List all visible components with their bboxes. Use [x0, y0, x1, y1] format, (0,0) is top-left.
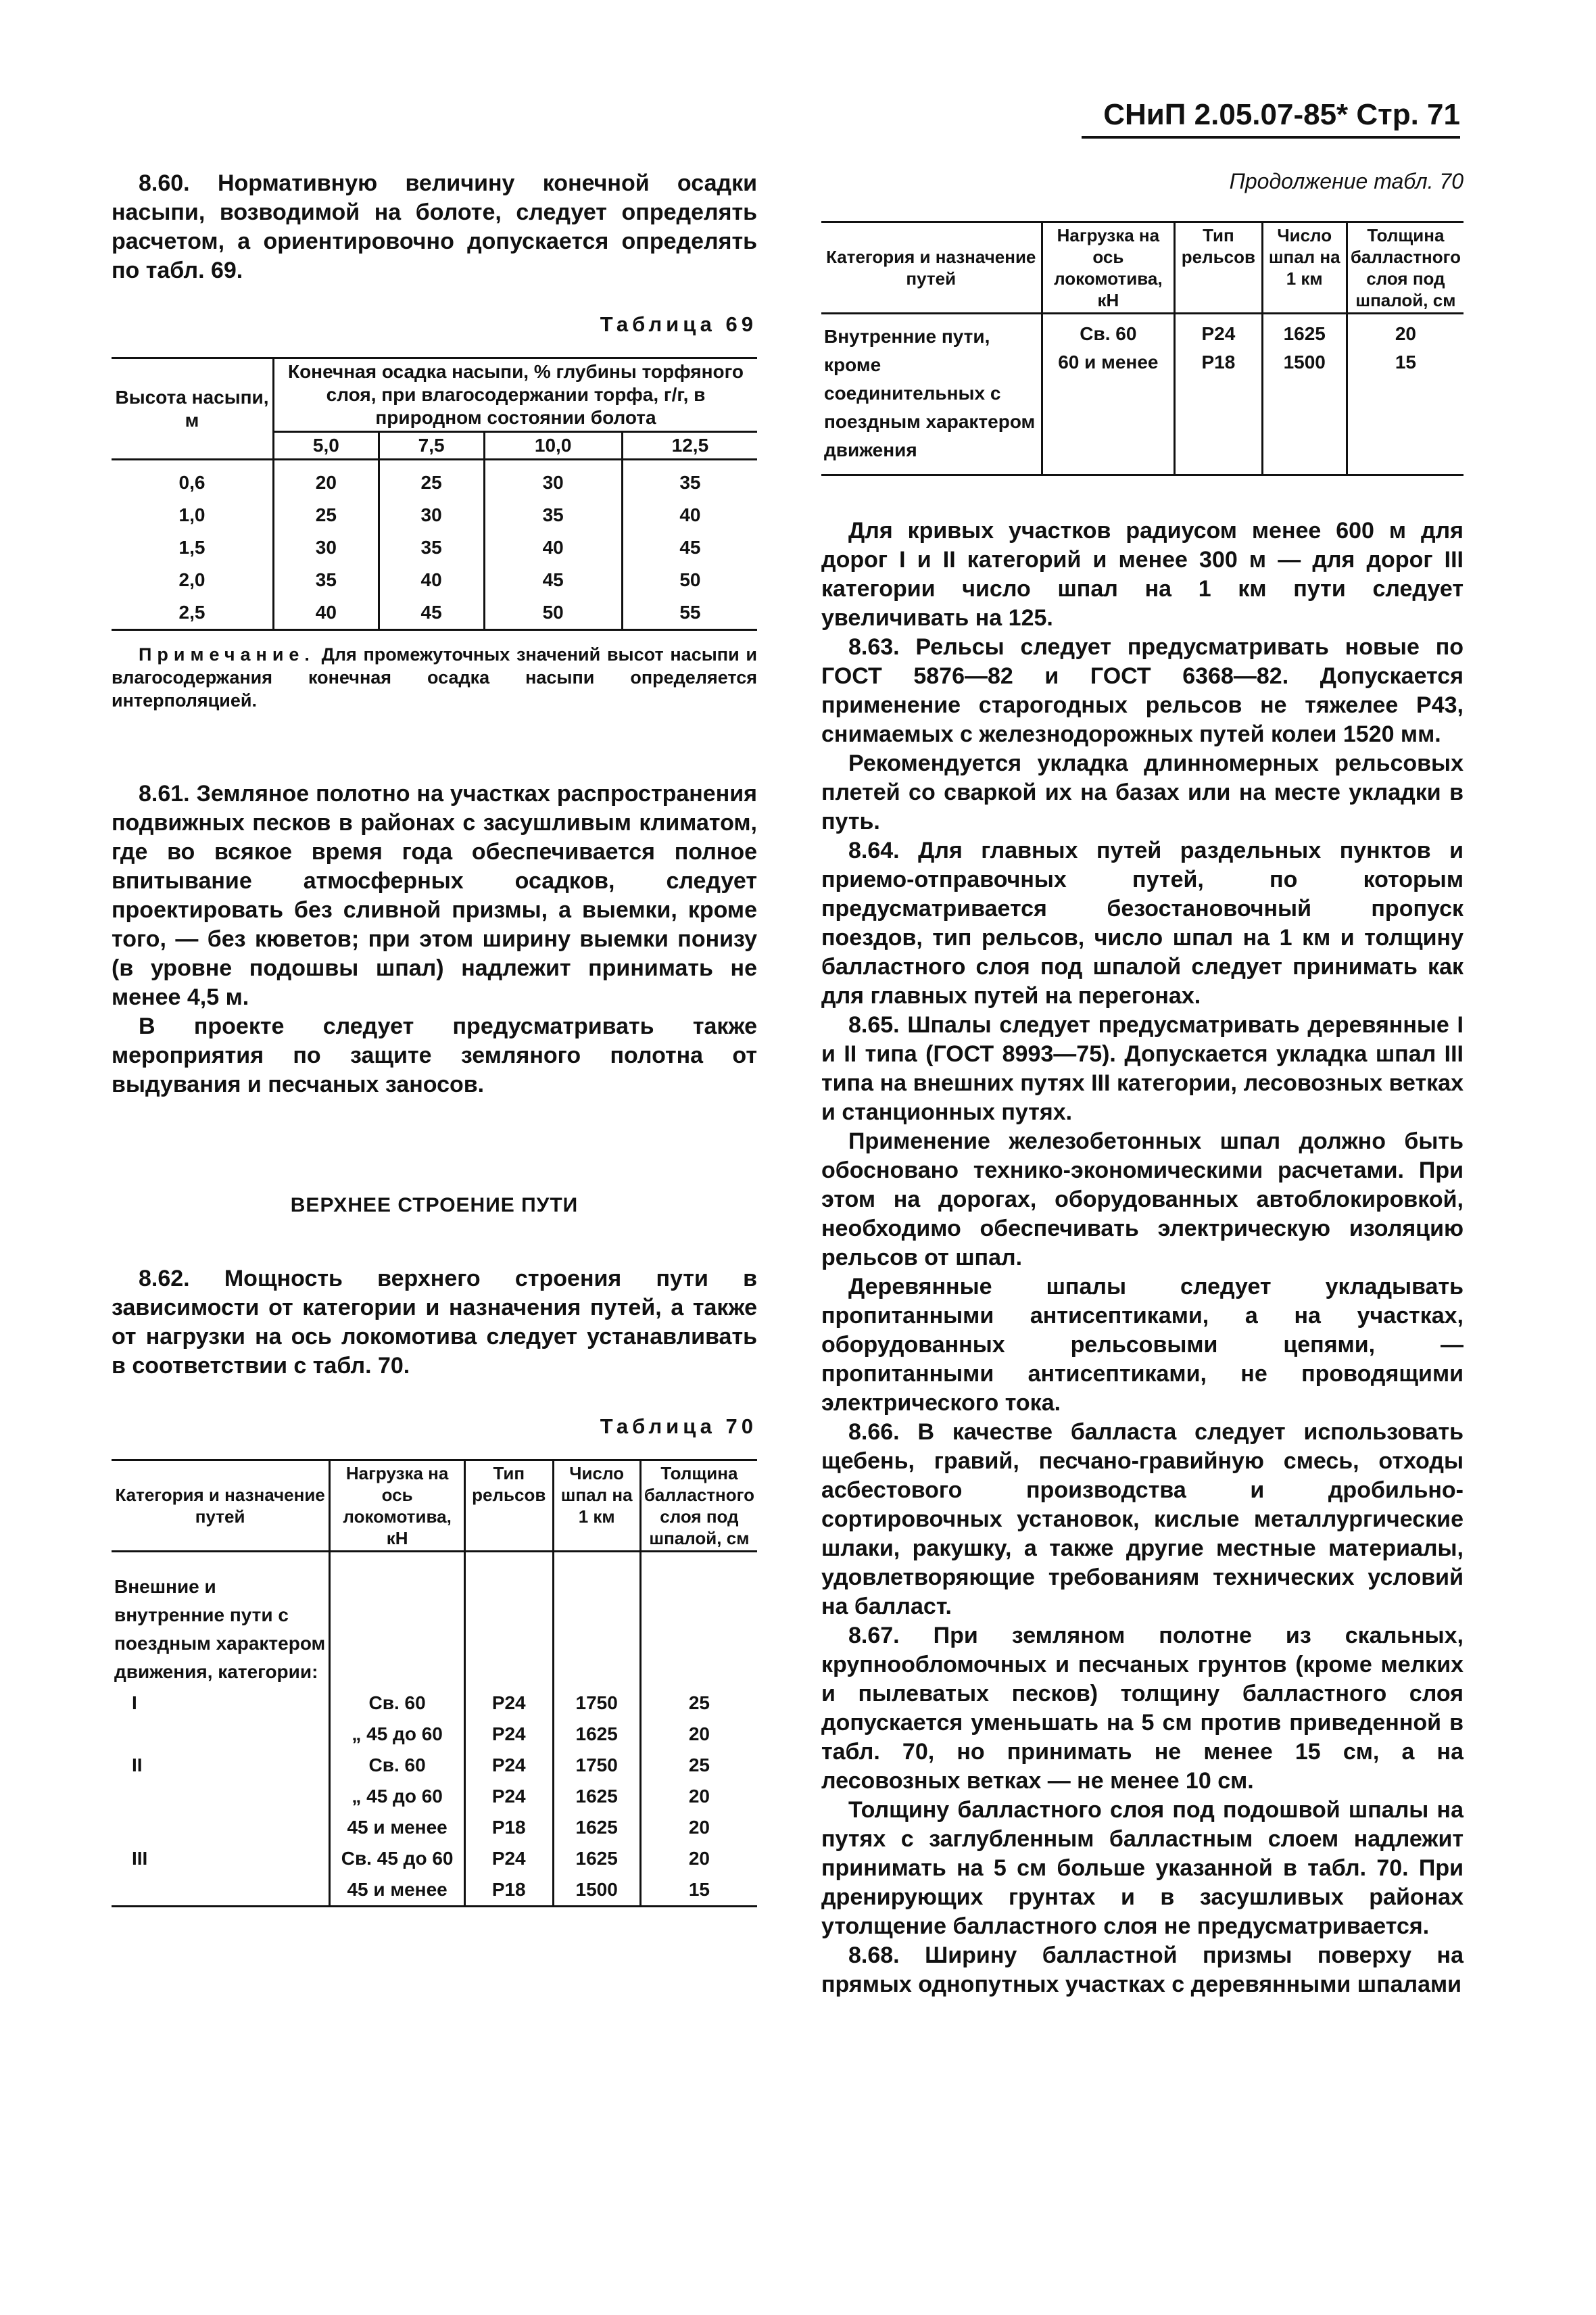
- table-cell: 20: [640, 1843, 757, 1874]
- table-cell: 1750: [553, 1750, 640, 1781]
- table-cell: 20: [640, 1812, 757, 1843]
- table-cell: 1625: [553, 1781, 640, 1812]
- paragraph-8-67-cont: Толщину балластного слоя под подошвой шпалы на путях с заглубленным балластным слоем надлежит принимать на 5 см больше указанной в табл. 70. При дренирующих грунтах и в засушливых районах утолщение балластного слоя не предусматривается.: [821, 1797, 1464, 1939]
- table-70-header: Число шпал на 1 км: [1262, 222, 1347, 314]
- clause-number: 8.64.: [848, 838, 900, 863]
- table-cell: 40: [484, 531, 622, 564]
- paragraph-8-63: [821, 633, 1464, 749]
- table-cell: Р24: [464, 1781, 553, 1812]
- table-cell: Р18: [464, 1812, 553, 1843]
- paragraph-8-65-cont: Применение железобетонных шпал должно быть обосновано технико-экономическими расчетами. При этом на дорогах, оборудованных автоблокировкой, необходимо обеспечивать электрическую изоляцию рельсов от шпал.: [821, 1128, 1464, 1270]
- sleepers-count: 1625: [1283, 323, 1326, 344]
- clause-number: 8.62.: [139, 1265, 190, 1291]
- table-cell: 1750: [553, 1688, 640, 1719]
- paragraph-8-66: [821, 1418, 1464, 1621]
- clause-number: 8.68.: [848, 1942, 900, 1968]
- table-cell: 20: [274, 467, 379, 499]
- rail-type: Р24: [1201, 323, 1236, 344]
- clause-text: Рельсы следует предусматривать новые по ГОСТ 5876—82 и ГОСТ 6368—82. Допускается применение старогодных рельсов не тяжелее Р43, снимаемых с железнодорожных путей колеи 1520 мм.: [821, 634, 1464, 747]
- table-70-header: Толщина балластного слоя под шпалой, см: [640, 1460, 757, 1551]
- table-cell: 30: [379, 499, 484, 531]
- table-cell: 1625: [553, 1843, 640, 1874]
- table-69-header-group: Конечная осадка насыпи, % глубины торфяного слоя, при влагосодержании торфа, г/г, в природном состоянии болота: [274, 358, 758, 432]
- rail-type: Р18: [1201, 352, 1236, 373]
- table-cell: Р18: [464, 1874, 553, 1907]
- table-cell: [1347, 314, 1464, 475]
- table-cell: I: [132, 1692, 137, 1713]
- table-cell: Р24: [464, 1719, 553, 1750]
- table-row: [112, 1551, 757, 1688]
- table-row: [112, 1843, 757, 1874]
- table-69-col: 5,0: [274, 432, 379, 460]
- table-cell: 40: [274, 596, 379, 630]
- table-row: [112, 564, 757, 596]
- table-69-note: [112, 643, 757, 712]
- table-cell: „ 45 до 60: [330, 1719, 465, 1750]
- table-cell: 20: [640, 1719, 757, 1750]
- table-cell: 35: [622, 467, 757, 499]
- table-cell: 1500: [553, 1874, 640, 1907]
- table-69-col: 7,5: [379, 432, 484, 460]
- table-cell: III: [132, 1847, 148, 1869]
- table-cell: 30: [484, 467, 622, 499]
- table-69: [112, 357, 757, 631]
- table-cell: 45 и менее: [330, 1874, 465, 1907]
- table-70-caption: Таблица 70: [600, 1414, 757, 1438]
- table-cell: Р24: [464, 1688, 553, 1719]
- table-69-col: 10,0: [484, 432, 622, 460]
- clause-number: 8.67.: [848, 1623, 900, 1648]
- load-value: Св. 60: [1080, 323, 1137, 344]
- table-cell: [1042, 314, 1175, 475]
- clause-text: Ширину балластной призмы поверху на прямых однопутных участках с деревянными шпалами: [821, 1942, 1464, 1997]
- table-cell: 1,0: [178, 504, 205, 525]
- table-70-continued: [821, 221, 1464, 476]
- table-69-col: 12,5: [622, 432, 757, 460]
- table-cell: [112, 1874, 330, 1907]
- table-row: [112, 460, 757, 467]
- table-row: [821, 314, 1464, 475]
- table-row: [112, 1719, 757, 1750]
- table-cell: „ 45 до 60: [330, 1781, 465, 1812]
- table-cell: 2,5: [178, 601, 205, 623]
- table-cell: 35: [274, 564, 379, 596]
- paragraph-8-60: [112, 169, 757, 285]
- clause-text: Мощность верхнего строения пути в зависимости от категории и назначения путей, а также от нагрузки на ось локомотива следует устанавливать в соответствии с табл. 70.: [112, 1265, 757, 1379]
- table-70-header: Категория и назначение путей: [112, 1460, 330, 1551]
- table-cell: 0,6: [178, 471, 205, 493]
- clause-number: 8.65.: [848, 1012, 900, 1038]
- table-row: [112, 596, 757, 630]
- table-cell: 1625: [553, 1719, 640, 1750]
- table-70: [112, 1459, 757, 1907]
- table-cell: 25: [274, 499, 379, 531]
- table-cell: 25: [640, 1688, 757, 1719]
- table-cell: 2,0: [178, 569, 205, 590]
- clause-number: 8.61.: [139, 780, 190, 807]
- table-70-header: Нагрузка на ось локомотива, кН: [330, 1460, 465, 1551]
- paragraph-8-62: [112, 1264, 757, 1381]
- running-title: СНиП 2.05.07-85* Стр. 71: [1103, 98, 1460, 131]
- table-cell: [112, 1781, 330, 1812]
- table-cell: Р24: [464, 1750, 553, 1781]
- clause-text: Для главных путей раздельных пунктов и приемо-отправочных путей, по которым предусматривается безостановочный пропуск поездов, тип рельсов, число шпал на 1 км и толщину балластного слоя под шпалой следует принимать как для главных путей на перегонах.: [821, 838, 1464, 1009]
- paragraph-8-68: [821, 1941, 1464, 1999]
- table-cell: 1625: [553, 1812, 640, 1843]
- table-cell: 45: [622, 531, 757, 564]
- table-row: [112, 499, 757, 531]
- table-cell: [1262, 314, 1347, 475]
- table-cell: 20: [640, 1781, 757, 1812]
- clause-number: 8.63.: [848, 634, 900, 660]
- table-cell: [1175, 314, 1262, 475]
- paragraph-8-63-cont: Рекомендуется укладка длинномерных рельсовых плетей со сваркой их на базах или на месте укладки в путь.: [821, 750, 1464, 834]
- page-header: [1082, 98, 1460, 139]
- table-70-continuation-caption: Продолжение табл. 70: [1229, 169, 1464, 193]
- clause-text: В качестве балласта следует использовать щебень, гравий, песчано-гравийную смесь, отходы асбестового производства и дробильно-сортировочных установок, кислые металлургические шлаки, ракушку, а также другие местные материалы, удовлетворяющие требованиям технических условий на балласт.: [821, 1419, 1464, 1619]
- table-cell: 50: [484, 596, 622, 630]
- table-cell: 35: [379, 531, 484, 564]
- clause-text: При земляном полотне из скальных, крупнообломочных и песчаных грунтов (кроме мелких и пылеватых песков) толщину балластного слоя допускается уменьшать на 5 см против приведенной в табл. 70, но принимать не менее 15 см, а на лесовозных ветках — не менее 10 см.: [821, 1623, 1464, 1794]
- table-cell: 30: [274, 531, 379, 564]
- paragraph-8-65-cont2: Деревянные шпалы следует укладывать пропитанными антисептиками, а на участках, оборудованных рельсовыми цепями, — пропитанными антисептиками, не проводящими электрического тока.: [821, 1274, 1464, 1416]
- table-row: [112, 1874, 757, 1907]
- table-cell: 45: [379, 596, 484, 630]
- table-cell: 45 и менее: [330, 1812, 465, 1843]
- table-cell: 35: [484, 499, 622, 531]
- sleepers-count: 1500: [1283, 352, 1326, 373]
- right-column: [821, 169, 1464, 1999]
- paragraph-8-64: [821, 836, 1464, 1011]
- table-cell: 55: [622, 596, 757, 630]
- ballast-thickness: 20: [1395, 323, 1416, 344]
- section-heading: ВЕРХНЕЕ СТРОЕНИЕ ПУТИ: [290, 1193, 579, 1216]
- clause-text: Шпалы следует предусматривать деревянные I и II типа (ГОСТ 8993—75). Допускается укладка шпал III типа на внешних путях III категории, лесовозных ветках и станционных путях.: [821, 1012, 1464, 1125]
- paragraph-8-61: [112, 780, 757, 1012]
- table-row: [112, 1750, 757, 1781]
- paragraph-8-61-cont: В проекте следует предусматривать также мероприятия по защите земляного полотна от выдувания и песчаных заносов.: [112, 1013, 757, 1097]
- table-row: [112, 1781, 757, 1812]
- table-cell: 40: [622, 499, 757, 531]
- paragraph-curves: Для кривых участков радиусом менее 600 м для дорог I и II категорий и менее 300 м — для дорог III категории число шпал на 1 км пути следует увеличивать на 125.: [821, 518, 1464, 631]
- left-column: [112, 169, 757, 1907]
- table-69-header-height: Высота насыпи, м: [112, 358, 274, 460]
- table-70-header: Толщина балластного слоя под шпалой, см: [1347, 222, 1464, 314]
- table-70-header: Число шпал на 1 км: [553, 1460, 640, 1551]
- clause-text: Земляное полотно на участках распространения подвижных песков в районах с засушливым климатом, где во всякое время года обеспечивается полное впитывание атмосферных осадков, следует проектировать без сливной призмы, а выемки, кроме того, — без кюветов; при этом ширину выемки понизу (в уровне подошвы шпал) надлежит принимать не менее 4,5 м.: [112, 780, 757, 1010]
- table-cell: 1,5: [178, 536, 205, 558]
- table-cell: Р24: [464, 1843, 553, 1874]
- table-70-header: Нагрузка на ось локомотива, кН: [1042, 222, 1175, 314]
- table-69-caption: Таблица 69: [600, 312, 757, 336]
- table-row: [112, 531, 757, 564]
- table-row: [112, 467, 757, 499]
- note-label: Примечание.: [139, 644, 315, 665]
- table-cell: [112, 1812, 330, 1843]
- table-cell: Св. 45 до 60: [330, 1843, 465, 1874]
- table-cell: 40: [379, 564, 484, 596]
- table-cell: 50: [622, 564, 757, 596]
- table-cell: 45: [484, 564, 622, 596]
- load-value: 60 и менее: [1058, 352, 1159, 373]
- ballast-thickness: 15: [1395, 352, 1416, 373]
- table-cell: 25: [379, 467, 484, 499]
- table-cell: 15: [640, 1874, 757, 1907]
- clause-number: 8.60.: [139, 170, 190, 196]
- table-70-row-label: Внутренние пути, кроме соединительных с поездным характером движения: [824, 326, 1036, 460]
- table-70-header: Категория и назначение путей: [821, 222, 1042, 314]
- table-cell: 25: [640, 1750, 757, 1781]
- table-70-header: Тип рельсов: [1175, 222, 1262, 314]
- table-70-group-label: Внешние и внутренние пути с поездным характером движения, категории:: [114, 1575, 326, 1682]
- table-cell: Св. 60: [330, 1750, 465, 1781]
- table-row: [112, 1812, 757, 1843]
- table-row: [112, 1688, 757, 1719]
- clause-number: 8.66.: [848, 1419, 900, 1445]
- table-cell: [112, 1719, 330, 1750]
- table-cell: II: [132, 1754, 143, 1775]
- table-70-header: Тип рельсов: [464, 1460, 553, 1551]
- paragraph-8-65: [821, 1011, 1464, 1127]
- table-cell: Св. 60: [330, 1688, 465, 1719]
- note-text: Для промежуточных значений высот насыпи и влагосодержания конечная осадка насыпи определяется интерполяцией.: [112, 644, 757, 711]
- clause-text: Нормативную величину конечной осадки насыпи, возводимой на болоте, следует определять расчетом, а ориентировочно допускается определять по табл. 69.: [112, 170, 757, 283]
- paragraph-8-67: [821, 1621, 1464, 1796]
